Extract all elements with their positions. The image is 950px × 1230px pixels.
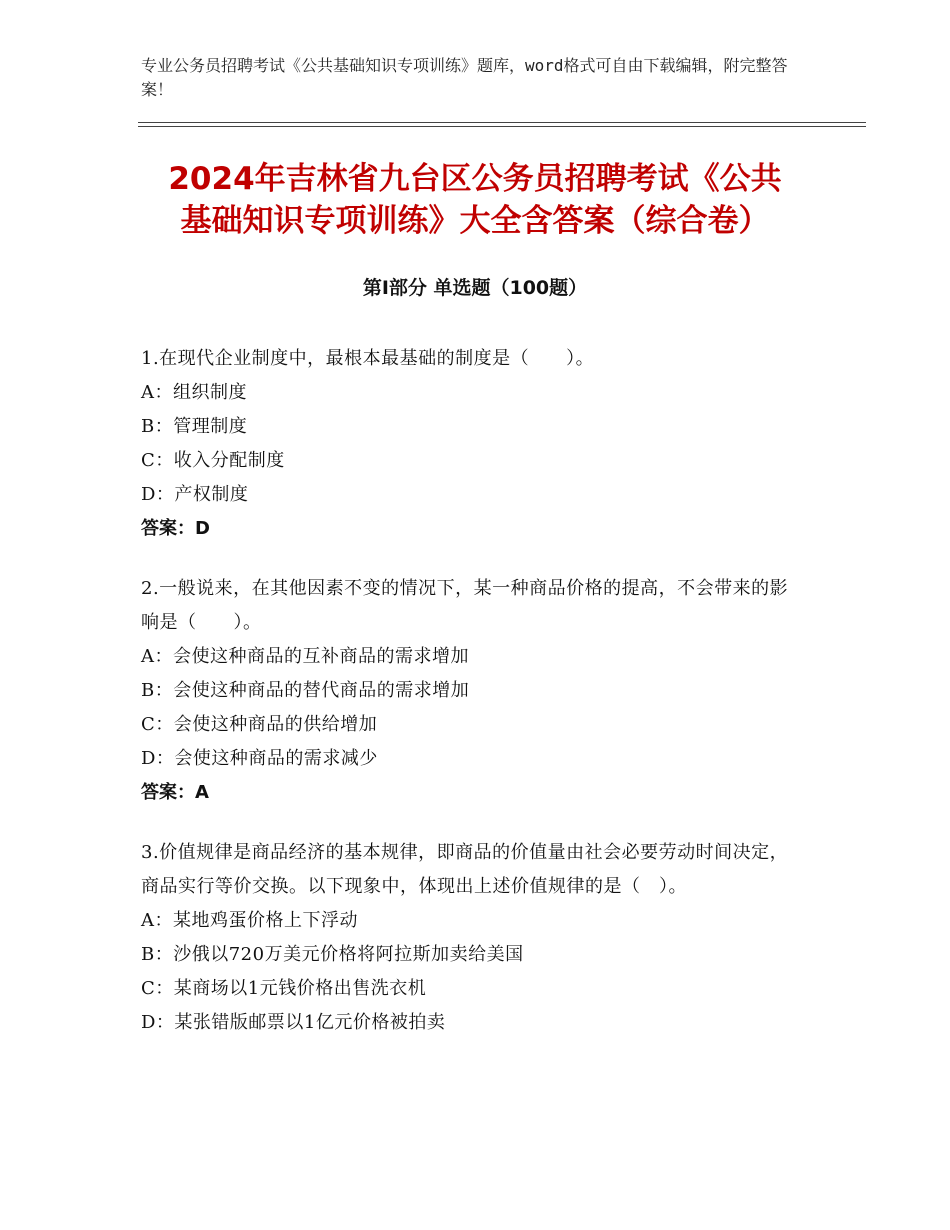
document-title-line-2: 基础知识专项训练》大全含答案（综合卷） (180, 203, 770, 239)
option-c: C：某商场以1元钱价格出售洗衣机 (141, 978, 427, 999)
option-b: B：沙俄以720万美元价格将阿拉斯加卖给美国 (141, 944, 524, 965)
question-stem: 3.价值规律是商品经济的基本规律，即商品的价值量由社会必要劳动时间决定，商品实行等价交换。以下现象中，体现出上述价值规律的是（ ）。 (141, 842, 789, 897)
question-2 (141, 572, 801, 810)
header-divider-top (138, 122, 866, 123)
section-title: 第Ⅰ部分 单选题（100题） (362, 277, 588, 299)
answer: 答案：D (141, 518, 210, 539)
question-list (141, 342, 801, 1066)
document-title-line-1: 2024年吉林省九台区公务员招聘考试《公共 (168, 161, 782, 197)
header-divider-bottom (138, 126, 866, 127)
option-d: D：某张错版邮票以1亿元价格被拍卖 (141, 1012, 446, 1033)
option-d: D：产权制度 (141, 484, 249, 505)
option-a: A：某地鸡蛋价格上下浮动 (141, 910, 358, 931)
option-c: C：会使这种商品的供给增加 (141, 714, 378, 735)
question-stem: 2.一般说来，在其他因素不变的情况下，某一种商品价格的提高，不会带来的影响是（ ）。 (141, 578, 789, 633)
option-d: D：会使这种商品的需求减少 (141, 748, 378, 769)
option-b: B：管理制度 (141, 416, 248, 437)
question-1 (141, 342, 801, 546)
answer: 答案：A (141, 782, 209, 803)
option-b: B：会使这种商品的替代商品的需求增加 (141, 680, 470, 701)
option-a: A：组织制度 (141, 382, 247, 403)
option-c: C：收入分配制度 (141, 450, 285, 471)
question-3 (141, 836, 801, 1040)
option-a: A：会使这种商品的互补商品的需求增加 (141, 646, 469, 667)
header-note: 专业公务员招聘考试《公共基础知识专项训练》题库，word格式可自由下载编辑，附完整答案！ (141, 56, 788, 99)
document-title (100, 158, 850, 242)
question-stem: 1.在现代企业制度中，最根本最基础的制度是（ ）。 (141, 348, 595, 369)
